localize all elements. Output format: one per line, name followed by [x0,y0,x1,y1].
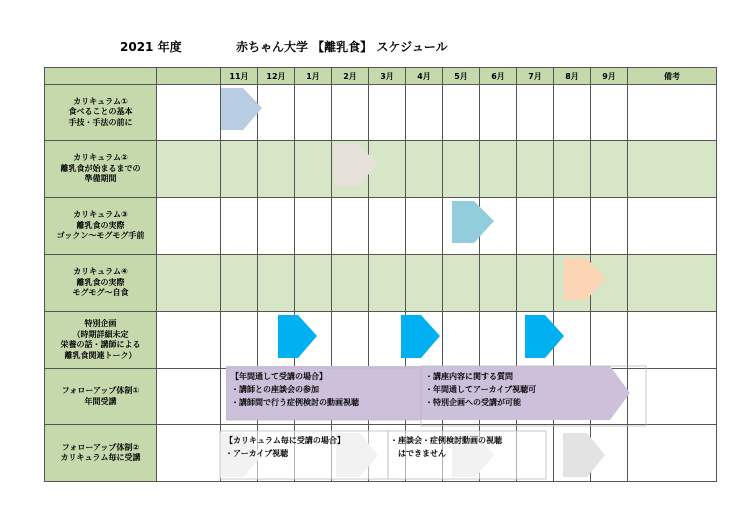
curriculum-2-marker [334,144,378,186]
special-event-marker-1 [278,315,317,358]
month-header-2: 2月 [332,68,369,85]
month-header-8: 8月 [554,68,591,85]
followup-2-note-left: 【カリキュラム毎に受講の場合】 ・アーカイブ視聴 [225,436,345,458]
special-event-marker-3 [525,315,564,358]
row-label-special-event: 特別企画 （時期詳細未定 栄養の話・講師による 離乳食関連トーク） [45,312,157,369]
month-header-5: 5月 [443,68,480,85]
month-header-4: 4月 [406,68,443,85]
month-header-3: 3月 [369,68,406,85]
page-title: 赤ちゃん大学 【離乳食】 スケジュール [236,40,448,54]
month-header-6: 6月 [480,68,517,85]
followup-2-note-right: ・座談会・症例検討動画の視聴 はできません [390,436,502,458]
row-label-curriculum-3: カリキュラム③ 離乳食の実際 ゴックン～モグモグ手前 [45,198,157,255]
followup-1-note-left: 【年間通して受講の場合】 ・講師との座談会の参加 ・講師間で行う症例検討の動画視聴 [231,372,359,407]
month-header-7: 7月 [517,68,554,85]
month-header-11: 11月 [221,68,258,85]
curriculum-3-marker [452,201,494,243]
row-label-curriculum-4: カリキュラム④ 離乳食の実際 モグモグ～自食 [45,255,157,312]
month-header-9: 9月 [591,68,628,85]
row-label-followup-1: フォローアップ体制① 年間受講 [45,369,157,425]
year-label: 2021 年度 [120,40,182,54]
month-header-1: 1月 [295,68,332,85]
special-event-marker-2 [401,315,440,358]
row-label-curriculum-1: カリキュラム① 食べることの基本 手技・手法の前に [45,85,157,141]
row-label-curriculum-2: カリキュラム② 離乳食が始まるまでの 準備期間 [45,141,157,198]
followup-1-note-right: ・講座内容に関する質問 ・年間通してアーカイブ視聴可 ・特別企画への受講が可能 [425,372,537,407]
row-label-followup-2: フォローアップ体制② カリキュラム毎に受講 [45,425,157,482]
notes-header: 備考 [628,68,717,85]
month-header-12: 12月 [258,68,295,85]
curriculum-4-marker [564,258,606,300]
followup-2-marker-4 [563,433,605,477]
curriculum-1-marker [221,88,262,130]
